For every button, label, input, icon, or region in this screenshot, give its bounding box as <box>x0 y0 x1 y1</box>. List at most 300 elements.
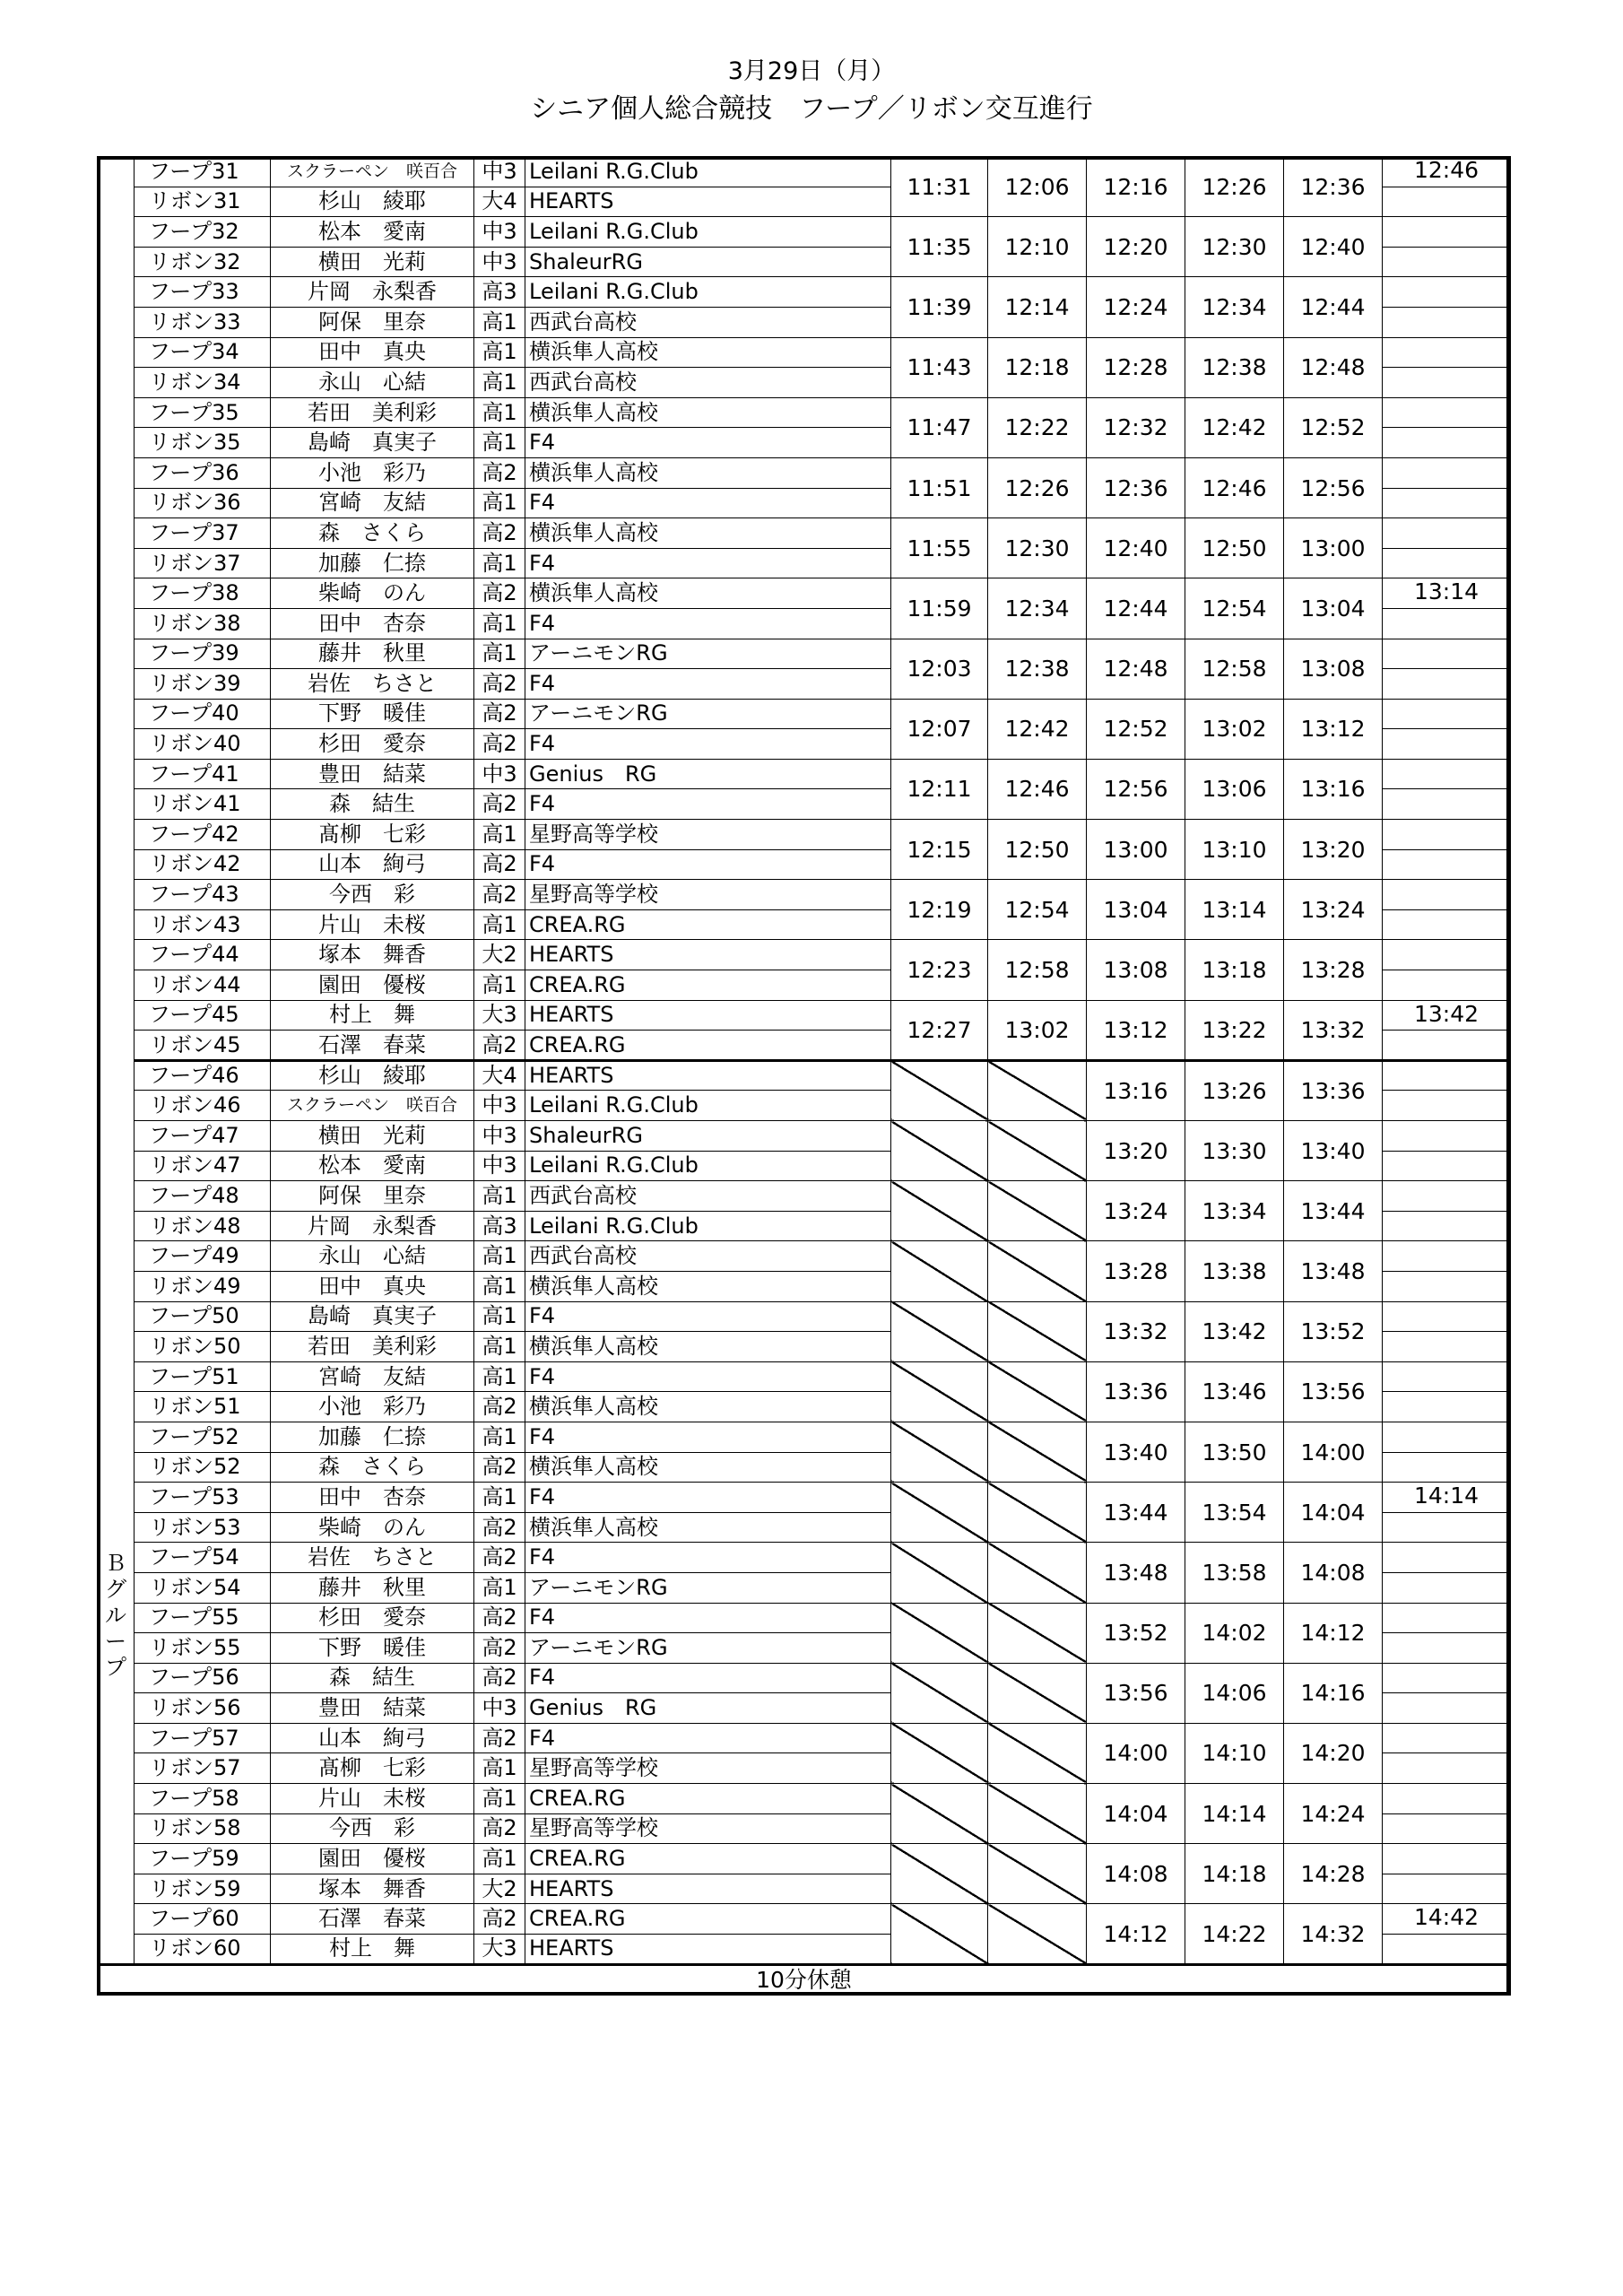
grade-cell: 中3 <box>474 1693 525 1724</box>
grade-cell: 高1 <box>474 909 525 940</box>
time-cell: 13:02 <box>988 1000 1087 1060</box>
club-cell: Leilani R.G.Club <box>525 157 891 187</box>
time-cell: 14:20 <box>1284 1723 1383 1783</box>
club-cell: アーニモンRG <box>525 1633 891 1664</box>
time-cell: 12:46 <box>988 759 1087 819</box>
time-cell: 12:34 <box>1185 277 1284 337</box>
time-cell: 13:24 <box>1087 1181 1185 1241</box>
club-cell: 横浜隼人高校 <box>525 1392 891 1422</box>
grade-cell: 高1 <box>474 1271 525 1301</box>
club-cell: 横浜隼人高校 <box>525 397 891 428</box>
athlete-name: 髙柳 七彩 <box>271 1753 474 1784</box>
time-cell: 12:56 <box>1087 759 1185 819</box>
grade-cell: 高1 <box>474 1844 525 1874</box>
time-cell: 12:42 <box>1185 397 1284 457</box>
club-cell: F4 <box>525 669 891 700</box>
time-cell: 12:11 <box>891 759 988 819</box>
event-cell: フープ53 <box>135 1483 271 1513</box>
athlete-name: 若田 美利彩 <box>271 1332 474 1362</box>
grade-cell: 高2 <box>474 578 525 609</box>
athlete-name: 島崎 真実子 <box>271 428 474 458</box>
club-cell: Leilani R.G.Club <box>525 1151 891 1181</box>
time-cell: 13:52 <box>1087 1603 1185 1663</box>
athlete-name: 杉山 綾耶 <box>271 187 474 217</box>
event-cell: リボン41 <box>135 789 271 820</box>
time-cell: 13:56 <box>1087 1663 1185 1723</box>
grade-cell: 高2 <box>474 1723 525 1753</box>
time-cell: 12:38 <box>988 639 1087 699</box>
time-cell: 12:42 <box>988 699 1087 759</box>
event-cell: リボン38 <box>135 608 271 639</box>
time-cell: 13:44 <box>1284 1181 1383 1241</box>
time-cell: 11:51 <box>891 457 988 517</box>
club-cell: F4 <box>525 789 891 820</box>
time-cell: 14:06 <box>1185 1663 1284 1723</box>
time-cell: 14:00 <box>1284 1422 1383 1482</box>
time-cell: 13:32 <box>1284 1000 1383 1060</box>
athlete-name: 柴崎 のん <box>271 578 474 609</box>
time-cell: 13:40 <box>1087 1422 1185 1482</box>
athlete-name: 若田 美利彩 <box>271 397 474 428</box>
event-cell: リボン40 <box>135 729 271 760</box>
event-cell: フープ60 <box>135 1904 271 1935</box>
time-cell: 14:32 <box>1284 1904 1383 1964</box>
event-cell: フープ46 <box>135 1060 271 1091</box>
grade-cell: 中3 <box>474 1151 525 1181</box>
athlete-name: 石澤 春菜 <box>271 1904 474 1935</box>
club-cell: HEARTS <box>525 1874 891 1904</box>
club-cell: F4 <box>525 608 891 639</box>
athlete-name: 塚本 舞香 <box>271 1874 474 1904</box>
event-cell: リボン52 <box>135 1452 271 1483</box>
athlete-name: 藤井 秋里 <box>271 639 474 669</box>
grade-cell: 高1 <box>474 488 525 518</box>
time-cell: 11:43 <box>891 337 988 397</box>
event-cell: フープ58 <box>135 1784 271 1814</box>
time-cell: 13:32 <box>1087 1301 1185 1361</box>
event-cell: フープ34 <box>135 337 271 368</box>
grade-cell: 高1 <box>474 1361 525 1392</box>
athlete-name: 島崎 真実子 <box>271 1301 474 1332</box>
grade-cell: 高1 <box>474 368 525 398</box>
club-cell: HEARTS <box>525 187 891 217</box>
time-cell: 11:31 <box>891 157 988 217</box>
club-cell: 西武台高校 <box>525 1181 891 1212</box>
club-cell: 横浜隼人高校 <box>525 578 891 609</box>
club-cell: 西武台高校 <box>525 1241 891 1272</box>
note-time-cell: 14:14 <box>1383 1483 1511 1513</box>
time-cell: 13:04 <box>1284 578 1383 639</box>
athlete-name: 田中 真央 <box>271 337 474 368</box>
athlete-name: スクラーペン 咲百合 <box>271 157 474 187</box>
time-cell: 12:44 <box>1284 277 1383 337</box>
time-cell: 12:27 <box>891 1000 988 1060</box>
event-cell: フープ44 <box>135 940 271 970</box>
event-cell: フープ39 <box>135 639 271 669</box>
time-cell: 11:59 <box>891 578 988 639</box>
time-cell: 12:23 <box>891 940 988 1000</box>
club-cell: F4 <box>525 1543 891 1573</box>
table-frame <box>97 156 1510 1996</box>
time-cell: 12:56 <box>1284 457 1383 517</box>
time-cell: 13:28 <box>1284 940 1383 1000</box>
club-cell: HEARTS <box>525 1935 891 1965</box>
grade-cell: 高2 <box>474 518 525 549</box>
time-cell: 14:08 <box>1087 1844 1185 1904</box>
grade-cell: 高1 <box>474 1483 525 1513</box>
club-cell: F4 <box>525 1723 891 1753</box>
club-cell: ShaleurRG <box>525 1121 891 1152</box>
event-cell: フープ57 <box>135 1723 271 1753</box>
grade-cell: 大3 <box>474 1000 525 1031</box>
event-cell: リボン51 <box>135 1392 271 1422</box>
grade-cell: 大2 <box>474 1874 525 1904</box>
note-time-cell: 14:42 <box>1383 1904 1511 1935</box>
grade-cell: 高2 <box>474 1452 525 1483</box>
time-cell: 12:18 <box>988 337 1087 397</box>
note-time-cell: 13:42 <box>1383 1000 1511 1031</box>
time-cell: 14:04 <box>1284 1483 1383 1543</box>
athlete-name: 園田 優桜 <box>271 1844 474 1874</box>
grade-cell: 高1 <box>474 1241 525 1272</box>
athlete-name: 藤井 秋里 <box>271 1572 474 1603</box>
time-cell: 11:39 <box>891 277 988 337</box>
athlete-name: 田中 真央 <box>271 1271 474 1301</box>
event-cell: フープ54 <box>135 1543 271 1573</box>
grade-cell: 高2 <box>474 669 525 700</box>
time-cell: 13:16 <box>1284 759 1383 819</box>
time-cell: 12:16 <box>1087 157 1185 217</box>
club-cell: CREA.RG <box>525 1031 891 1061</box>
time-cell: 12:07 <box>891 699 988 759</box>
grade-cell: 高1 <box>474 1332 525 1362</box>
club-cell: 星野高等学校 <box>525 820 891 850</box>
grade-cell: 中3 <box>474 759 525 789</box>
athlete-name: 松本 愛南 <box>271 1151 474 1181</box>
time-cell: 12:14 <box>988 277 1087 337</box>
time-cell: 13:14 <box>1185 880 1284 940</box>
athlete-name: 柴崎 のん <box>271 1512 474 1543</box>
club-cell: 星野高等学校 <box>525 1813 891 1844</box>
time-cell: 12:03 <box>891 639 988 699</box>
athlete-name: 園田 優桜 <box>271 970 474 1001</box>
athlete-name: 杉田 愛奈 <box>271 729 474 760</box>
note-time-cell: 12:46 <box>1383 157 1511 187</box>
event-cell: リボン46 <box>135 1091 271 1121</box>
grade-cell: 高1 <box>474 639 525 669</box>
athlete-name: 森 結生 <box>271 1663 474 1693</box>
time-cell: 12:26 <box>1185 157 1284 217</box>
club-cell: CREA.RG <box>525 909 891 940</box>
club-cell: 横浜隼人高校 <box>525 457 891 488</box>
time-cell: 13:50 <box>1185 1422 1284 1482</box>
time-cell: 12:40 <box>1284 217 1383 277</box>
athlete-name: 村上 舞 <box>271 1000 474 1031</box>
time-cell: 12:24 <box>1087 277 1185 337</box>
athlete-name: 森 結生 <box>271 789 474 820</box>
time-cell: 13:02 <box>1185 699 1284 759</box>
club-cell: Leilani R.G.Club <box>525 1091 891 1121</box>
time-cell: 13:06 <box>1185 759 1284 819</box>
club-cell: CREA.RG <box>525 970 891 1001</box>
time-cell: 13:30 <box>1185 1121 1284 1181</box>
event-cell: リボン42 <box>135 849 271 880</box>
time-cell: 14:22 <box>1185 1904 1284 1964</box>
time-cell: 12:20 <box>1087 217 1185 277</box>
event-cell: フープ31 <box>135 157 271 187</box>
time-cell: 12:50 <box>1185 518 1284 578</box>
event-cell: フープ32 <box>135 217 271 248</box>
time-cell: 13:12 <box>1087 1000 1185 1060</box>
club-cell: F4 <box>525 1361 891 1392</box>
event-cell: リボン33 <box>135 307 271 337</box>
club-cell: F4 <box>525 849 891 880</box>
time-cell: 12:58 <box>988 940 1087 1000</box>
time-cell: 13:38 <box>1185 1241 1284 1301</box>
event-cell: フープ56 <box>135 1663 271 1693</box>
event-cell: フープ42 <box>135 820 271 850</box>
grade-cell: 高2 <box>474 849 525 880</box>
event-cell: フープ52 <box>135 1422 271 1452</box>
athlete-name: 横田 光莉 <box>271 1121 474 1152</box>
athlete-name: 宮崎 友結 <box>271 488 474 518</box>
grade-cell: 高2 <box>474 1904 525 1935</box>
event-cell: リボン37 <box>135 548 271 578</box>
time-cell: 12:26 <box>988 457 1087 517</box>
time-cell: 12:19 <box>891 880 988 940</box>
club-cell: 星野高等学校 <box>525 880 891 910</box>
time-cell: 12:54 <box>1185 578 1284 639</box>
club-cell: HEARTS <box>525 1060 891 1091</box>
time-cell: 14:16 <box>1284 1663 1383 1723</box>
grade-cell: 高1 <box>474 1572 525 1603</box>
event-cell: リボン60 <box>135 1935 271 1965</box>
club-cell: F4 <box>525 729 891 760</box>
club-cell: F4 <box>525 548 891 578</box>
event-cell: リボン44 <box>135 970 271 1001</box>
club-cell: 西武台高校 <box>525 307 891 337</box>
time-cell: 12:52 <box>1284 397 1383 457</box>
document-date: 3月29日（月） <box>727 57 896 85</box>
grade-cell: 高3 <box>474 277 525 308</box>
athlete-name: 松本 愛南 <box>271 217 474 248</box>
event-cell: フープ38 <box>135 578 271 609</box>
grade-cell: 大4 <box>474 1060 525 1091</box>
time-cell: 12:36 <box>1087 457 1185 517</box>
club-cell: 横浜隼人高校 <box>525 1271 891 1301</box>
club-cell: HEARTS <box>525 940 891 970</box>
grade-cell: 中3 <box>474 157 525 187</box>
club-cell: アーニモンRG <box>525 1572 891 1603</box>
time-cell: 13:10 <box>1185 820 1284 880</box>
event-cell: フープ36 <box>135 457 271 488</box>
time-cell: 13:22 <box>1185 1000 1284 1060</box>
event-cell: フープ51 <box>135 1361 271 1392</box>
time-cell: 12:10 <box>988 217 1087 277</box>
time-cell: 12:36 <box>1284 157 1383 217</box>
time-cell: 13:56 <box>1284 1361 1383 1422</box>
time-cell: 12:50 <box>988 820 1087 880</box>
time-cell: 14:12 <box>1087 1904 1185 1964</box>
athlete-name: 今西 彩 <box>271 880 474 910</box>
athlete-name: 小池 彩乃 <box>271 457 474 488</box>
athlete-name: 岩佐 ちさと <box>271 669 474 700</box>
club-cell: Leilani R.G.Club <box>525 1211 891 1241</box>
grade-cell: 高1 <box>474 1181 525 1212</box>
athlete-name: 下野 暖佳 <box>271 1633 474 1664</box>
time-cell: 13:48 <box>1087 1543 1185 1603</box>
athlete-name: 森 さくら <box>271 518 474 549</box>
grade-cell: 高2 <box>474 1603 525 1633</box>
time-cell: 12:44 <box>1087 578 1185 639</box>
time-cell: 13:52 <box>1284 1301 1383 1361</box>
grade-cell: 高1 <box>474 1422 525 1452</box>
event-cell: フープ37 <box>135 518 271 549</box>
time-cell: 12:28 <box>1087 337 1185 397</box>
grade-cell: 中3 <box>474 1121 525 1152</box>
event-cell: リボン56 <box>135 1693 271 1724</box>
athlete-name: 加藤 仁捺 <box>271 548 474 578</box>
club-cell: 西武台高校 <box>525 368 891 398</box>
time-cell: 13:34 <box>1185 1181 1284 1241</box>
time-cell: 14:00 <box>1087 1723 1185 1783</box>
athlete-name: 田中 杏奈 <box>271 608 474 639</box>
time-cell: 11:55 <box>891 518 988 578</box>
grade-cell: 高1 <box>474 428 525 458</box>
grade-cell: 大3 <box>474 1935 525 1965</box>
event-cell: フープ35 <box>135 397 271 428</box>
time-cell: 12:38 <box>1185 337 1284 397</box>
event-cell: リボン34 <box>135 368 271 398</box>
event-cell: フープ43 <box>135 880 271 910</box>
club-cell: F4 <box>525 488 891 518</box>
athlete-name: 阿保 里奈 <box>271 1181 474 1212</box>
grade-cell: 高2 <box>474 729 525 760</box>
club-cell: F4 <box>525 1301 891 1332</box>
athlete-name: 塚本 舞香 <box>271 940 474 970</box>
time-cell: 13:20 <box>1087 1121 1185 1181</box>
time-cell: 12:34 <box>988 578 1087 639</box>
time-cell: 14:18 <box>1185 1844 1284 1904</box>
grade-cell: 高2 <box>474 1813 525 1844</box>
time-cell: 14:10 <box>1185 1723 1284 1783</box>
time-cell: 12:58 <box>1185 639 1284 699</box>
athlete-name: 永山 心結 <box>271 368 474 398</box>
event-cell: フープ40 <box>135 699 271 729</box>
club-cell: CREA.RG <box>525 1784 891 1814</box>
event-cell: フープ59 <box>135 1844 271 1874</box>
document-title: シニア個人総合競技 フープ／リボン交互進行 <box>530 93 1093 125</box>
club-cell: Leilani R.G.Club <box>525 277 891 308</box>
time-cell: 12:54 <box>988 880 1087 940</box>
grade-cell: 高2 <box>474 1392 525 1422</box>
event-cell: リボン49 <box>135 1271 271 1301</box>
club-cell: 横浜隼人高校 <box>525 1512 891 1543</box>
club-cell: F4 <box>525 1603 891 1633</box>
club-cell: CREA.RG <box>525 1904 891 1935</box>
time-cell: 13:16 <box>1087 1060 1185 1120</box>
club-cell: CREA.RG <box>525 1844 891 1874</box>
grade-cell: 高1 <box>474 397 525 428</box>
event-cell: リボン57 <box>135 1753 271 1784</box>
club-cell: Genius RG <box>525 759 891 789</box>
event-cell: リボン43 <box>135 909 271 940</box>
athlete-name: 山本 絢弓 <box>271 1723 474 1753</box>
athlete-name: スクラーペン 咲百合 <box>271 1091 474 1121</box>
time-cell: 13:36 <box>1284 1060 1383 1120</box>
grade-cell: 高1 <box>474 970 525 1001</box>
group-label-text: Ｂグループ <box>105 1551 126 1681</box>
event-cell: フープ55 <box>135 1603 271 1633</box>
athlete-name: 片岡 永梨香 <box>271 1211 474 1241</box>
club-cell: アーニモンRG <box>525 699 891 729</box>
event-cell: リボン31 <box>135 187 271 217</box>
time-cell: 12:48 <box>1284 337 1383 397</box>
event-cell: リボン48 <box>135 1211 271 1241</box>
event-cell: フープ41 <box>135 759 271 789</box>
athlete-name: 片山 未桜 <box>271 1784 474 1814</box>
event-cell: リボン47 <box>135 1151 271 1181</box>
event-cell: リボン45 <box>135 1031 271 1061</box>
time-cell: 14:04 <box>1087 1784 1185 1844</box>
time-cell: 13:00 <box>1087 820 1185 880</box>
athlete-name: 豊田 結菜 <box>271 759 474 789</box>
time-cell: 13:08 <box>1284 639 1383 699</box>
time-cell: 13:00 <box>1284 518 1383 578</box>
time-cell: 12:30 <box>988 518 1087 578</box>
athlete-name: 田中 杏奈 <box>271 1483 474 1513</box>
event-cell: リボン55 <box>135 1633 271 1664</box>
club-cell: 横浜隼人高校 <box>525 337 891 368</box>
time-cell: 12:32 <box>1087 397 1185 457</box>
athlete-name: 石澤 春菜 <box>271 1031 474 1061</box>
club-cell: 星野高等学校 <box>525 1753 891 1784</box>
club-cell: ShaleurRG <box>525 247 891 277</box>
club-cell: Genius RG <box>525 1693 891 1724</box>
time-cell: 12:40 <box>1087 518 1185 578</box>
time-cell: 14:24 <box>1284 1784 1383 1844</box>
time-cell: 13:26 <box>1185 1060 1284 1120</box>
club-cell: 横浜隼人高校 <box>525 1452 891 1483</box>
event-cell: フープ33 <box>135 277 271 308</box>
club-cell: F4 <box>525 1483 891 1513</box>
athlete-name: 岩佐 ちさと <box>271 1543 474 1573</box>
grade-cell: 高2 <box>474 1543 525 1573</box>
time-cell: 13:48 <box>1284 1241 1383 1301</box>
time-cell: 14:08 <box>1284 1543 1383 1603</box>
event-cell: リボン59 <box>135 1874 271 1904</box>
time-cell: 14:28 <box>1284 1844 1383 1904</box>
grade-cell: 高2 <box>474 699 525 729</box>
club-cell: 横浜隼人高校 <box>525 1332 891 1362</box>
event-cell: リボン54 <box>135 1572 271 1603</box>
event-cell: リボン36 <box>135 488 271 518</box>
time-cell: 14:02 <box>1185 1603 1284 1663</box>
time-cell: 13:36 <box>1087 1361 1185 1422</box>
time-cell: 13:24 <box>1284 880 1383 940</box>
grade-cell: 高1 <box>474 548 525 578</box>
time-cell: 14:12 <box>1284 1603 1383 1663</box>
time-cell: 11:47 <box>891 397 988 457</box>
event-cell: フープ47 <box>135 1121 271 1152</box>
grade-cell: 高2 <box>474 1663 525 1693</box>
time-cell: 13:08 <box>1087 940 1185 1000</box>
grade-cell: 高2 <box>474 1633 525 1664</box>
time-cell: 12:52 <box>1087 699 1185 759</box>
grade-cell: 高1 <box>474 337 525 368</box>
athlete-name: 山本 絢弓 <box>271 849 474 880</box>
time-cell: 12:15 <box>891 820 988 880</box>
